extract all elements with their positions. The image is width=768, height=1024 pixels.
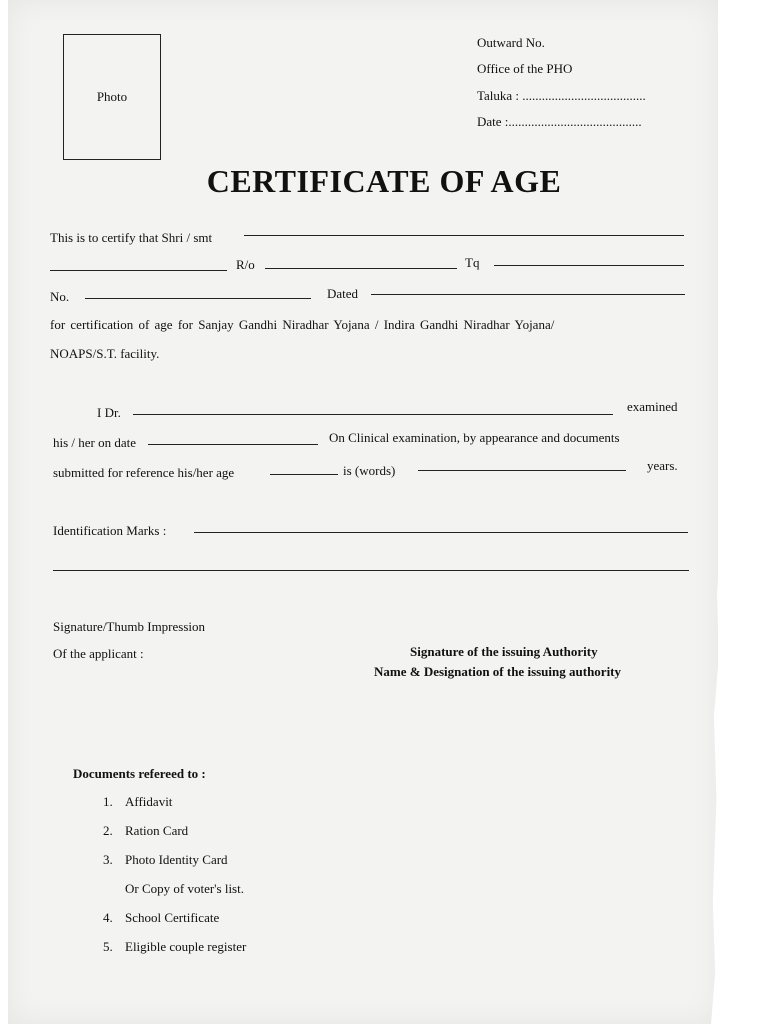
purpose-line-2: NOAPS/S.T. facility. xyxy=(50,346,160,361)
identification-second-line xyxy=(53,570,689,571)
documents-heading: Documents refereed to : xyxy=(73,766,206,781)
document-item-num: 5. xyxy=(103,939,113,954)
document-item-school-certificate: School Certificate xyxy=(125,910,220,925)
authority-signature-label: Signature of the issuing Authority xyxy=(410,644,598,659)
dated-blank-line xyxy=(371,294,685,295)
photo-label: Photo xyxy=(96,89,128,104)
authority-designation-label: Name & Designation of the issuing authority xyxy=(374,664,622,679)
clinical-label: On Clinical examination, by appearance and documents xyxy=(329,430,620,445)
photo-box xyxy=(63,34,161,160)
dr-label: I Dr. xyxy=(97,405,121,420)
document-item-voter-list: Or Copy of voter's list. xyxy=(125,881,244,896)
submitted-label: submitted for reference his/her age xyxy=(53,465,235,480)
document-item-photo-id: Photo Identity Card xyxy=(125,852,228,867)
page-title: CERTIFICATE OF AGE xyxy=(206,163,562,199)
no-label: No. xyxy=(50,289,70,304)
purpose-line-1: for certification of age for Sanjay Gandhi Niradhar Yojana / Indira Gandhi Niradhar Yojana/ xyxy=(50,317,555,332)
tq-blank-line xyxy=(494,265,684,266)
certify-label: This is to certify that Shri / smt xyxy=(50,230,213,245)
name-continued-line xyxy=(50,270,227,271)
exam-date-blank-line xyxy=(148,444,318,445)
taluka-field: Taluka : ...................................... xyxy=(477,88,646,103)
document-item-num: 3. xyxy=(103,852,113,867)
on-date-label: his / her on date xyxy=(53,435,137,450)
doctor-blank-line xyxy=(133,414,613,415)
document-item-affidavit: Affidavit xyxy=(125,794,173,809)
ro-blank-line xyxy=(265,268,457,269)
examined-label: examined xyxy=(627,399,678,414)
ro-label: R/o xyxy=(236,257,255,272)
document-item-num: 2. xyxy=(103,823,113,838)
tq-label: Tq xyxy=(465,255,480,270)
document-item-eligible-couple: Eligible couple register xyxy=(125,939,247,954)
dated-label: Dated xyxy=(327,286,359,301)
no-blank-line xyxy=(85,298,311,299)
office-of-pho: Office of the PHO xyxy=(477,61,573,76)
is-words-label: is (words) xyxy=(343,463,396,478)
years-label: years. xyxy=(647,458,678,473)
identification-blank-line xyxy=(194,532,688,533)
applicant-signature-label: Signature/Thumb Impression xyxy=(53,619,206,634)
applicant-label: Of the applicant : xyxy=(53,646,144,661)
identification-label: Identification Marks : xyxy=(53,523,167,538)
document-item-num: 1. xyxy=(103,794,113,809)
outward-no: Outward No. xyxy=(477,35,545,50)
age-words-blank-line xyxy=(418,470,626,471)
document-item-num: 4. xyxy=(103,910,113,925)
name-blank-line xyxy=(244,235,684,236)
age-blank-line xyxy=(270,474,338,475)
document-item-ration-card: Ration Card xyxy=(125,823,189,838)
date-field: Date :......................................... xyxy=(477,114,642,129)
